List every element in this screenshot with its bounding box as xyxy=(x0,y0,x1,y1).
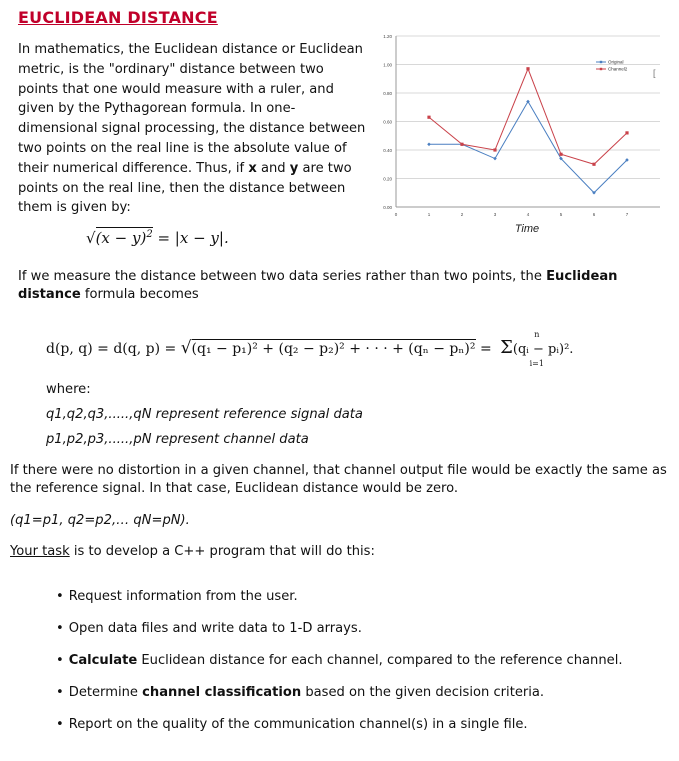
data-point xyxy=(427,143,431,147)
where-p-line: p1,p2,p3,.....,pN represent channel data xyxy=(46,432,309,447)
x-tick-label: 5 xyxy=(559,212,563,217)
y-tick-label: 1.20 xyxy=(383,34,392,39)
chart-series xyxy=(427,67,629,194)
legend-label: Original xyxy=(608,59,624,65)
signal-chart xyxy=(370,24,670,244)
x-tick-label: 3 xyxy=(493,212,497,217)
task-item: • Request information from the user. xyxy=(56,587,623,619)
data-point xyxy=(493,148,496,151)
legend-bracket: [ xyxy=(653,68,656,78)
distance-formula-nd: d(p, q) = d(q, p) = √(q₁ − p₁)² + (q₂ − p₂)² + · · · + (qₙ − pₙ)² = n Σ(qᵢ − pᵢ)². i=1 xyxy=(46,330,574,368)
y-tick-label: 0.40 xyxy=(383,148,392,153)
equal-condition: (q1=p1, q2=p2,… qN=pN). xyxy=(10,513,190,528)
intro-paragraph: In mathematics, the Euclidean distance or Euclidean metric, is the "ordinary" distance between two points that one would measure with a ruler, and given by the Pythagorean formula. In one-dimensional signal processing, the distance between two points on the real line is the absolute value of their numerical difference. Thus, if x and y are two points on the real line, then the distance between them is given by: xyxy=(18,42,366,216)
where-q-line: q1,q2,q3,.....,qN represent reference signal data xyxy=(46,407,363,422)
data-point xyxy=(625,131,628,134)
y-tick-label: 0.00 xyxy=(383,205,392,210)
task-item: • Calculate Euclidean distance for each channel, compared to the reference channel. xyxy=(56,651,623,683)
x-tick-label: 0 xyxy=(394,212,398,217)
page-title: EUCLIDEAN DISTANCE xyxy=(18,8,218,27)
y-tick-label: 1.00 xyxy=(383,62,392,68)
series-line-original xyxy=(429,102,627,193)
chart-xlabel: Time xyxy=(514,223,540,235)
data-point xyxy=(592,163,595,166)
distortion-paragraph: If there were no distortion in a given channel, that channel output file would be exactly the same as the reference signal. In that case, Euclidean distance would be zero. xyxy=(10,463,667,496)
x-tick-label: 2 xyxy=(460,212,464,217)
legend-label: Channel2 xyxy=(608,66,628,72)
y-tick-label: 0.60 xyxy=(383,119,392,125)
task-list xyxy=(56,587,623,747)
where-label: where: xyxy=(46,382,91,397)
task-item: • Determine channel classification based on the given decision criteria. xyxy=(56,683,623,715)
task-intro: Your task is to develop a C++ program that will do this: xyxy=(10,544,375,559)
x-tick-label: 4 xyxy=(526,212,530,217)
task-item: • Open data files and write data to 1-D arrays. xyxy=(56,619,623,651)
legend-marker xyxy=(600,68,602,70)
y-tick-label: 0.80 xyxy=(383,91,392,96)
y-tick-label: 0.20 xyxy=(383,176,392,182)
chart-legend xyxy=(596,60,656,79)
distance-formula-1d: $√(x - y)^2 = |x - y|$. xyxy=(86,229,229,247)
data-point xyxy=(427,116,430,119)
data-point xyxy=(526,67,529,70)
task-item: • Report on the quality of the communication channel(s) in a single file. xyxy=(56,715,623,747)
x-tick-label: 7 xyxy=(625,212,629,217)
x-tick-label: 1 xyxy=(427,212,431,217)
where-section xyxy=(46,377,363,452)
legend-marker xyxy=(600,61,602,63)
x-tick-label: 6 xyxy=(592,212,596,217)
series-paragraph: If we measure the distance between two data series rather than two points, the Euclidean distance formula becomes xyxy=(18,269,618,302)
chart-ticks xyxy=(383,34,629,217)
data-point xyxy=(460,143,463,146)
data-point xyxy=(559,153,562,156)
